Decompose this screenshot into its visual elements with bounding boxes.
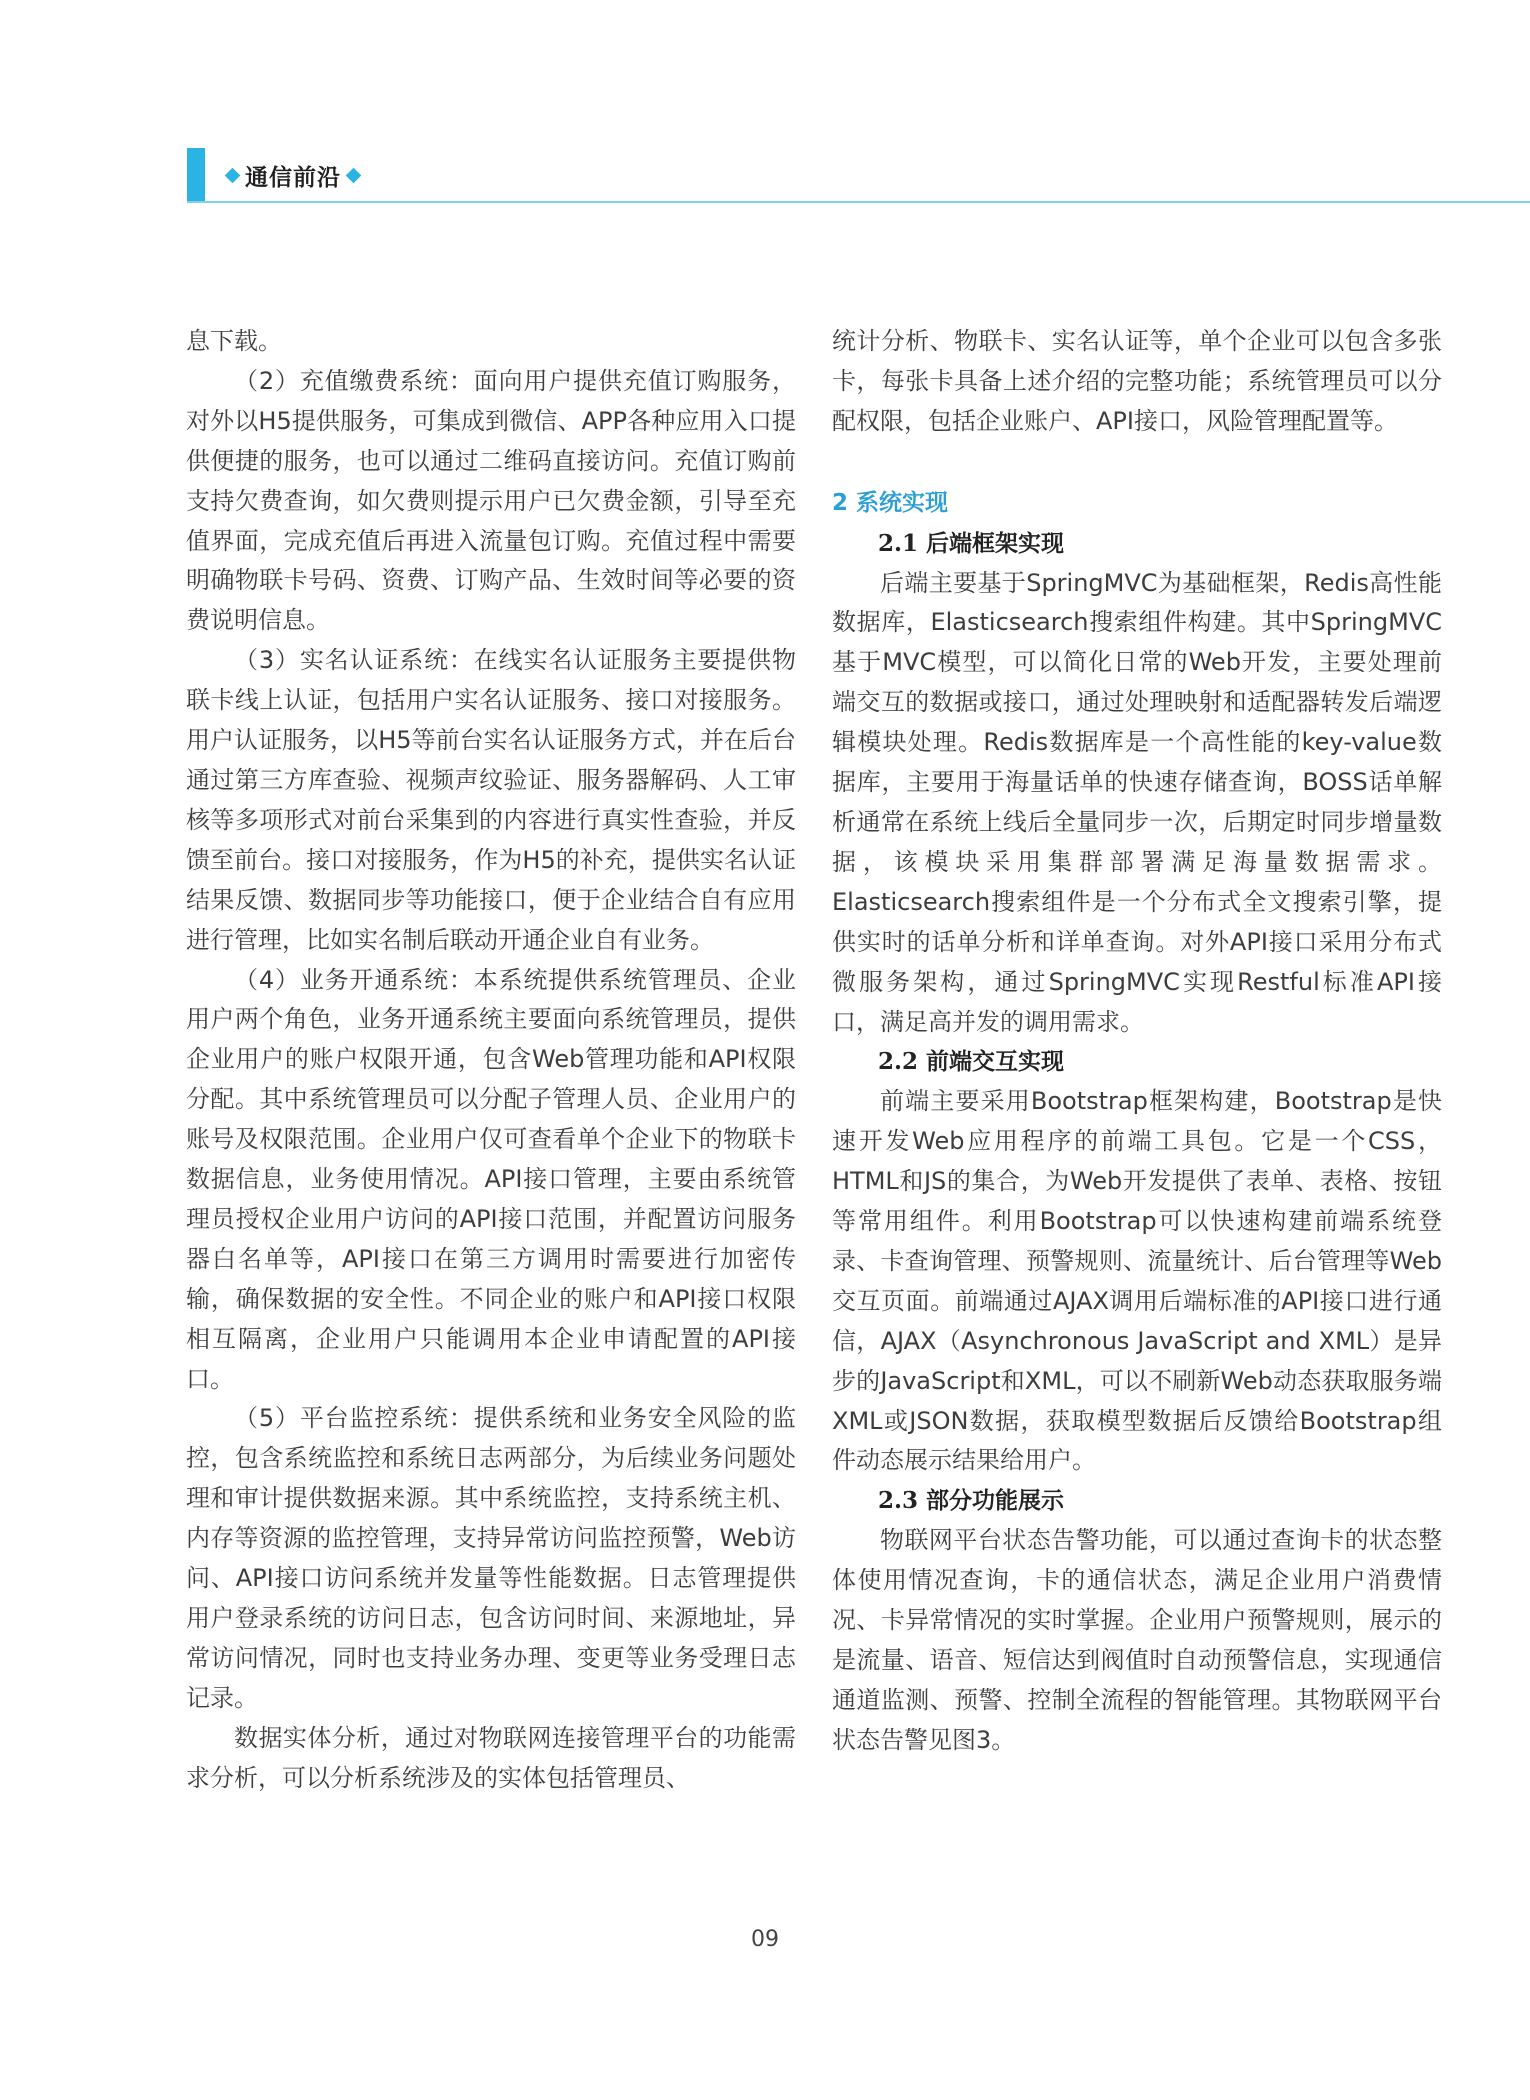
header-accent-bar bbox=[187, 148, 205, 202]
paragraph-realname-system: （3）实名认证系统：在线实名认证服务主要提供物联卡线上认证，包括用户实名认证服务、接口对接服务。用户认证服务，以H5等前台实名认证服务方式，并在后台通过第三方库查验、视频声纹验证、服务器解码、人工审核等多项形式对前台采集到的内容进行真实性查验，并反馈至前台。接口对接服务，作为H5的补充，提供实名认证结果反馈、数据同步等功能接口，便于企业结合自有应用进行管理，比如实名制后联动开通企业自有业务。 bbox=[186, 646, 796, 954]
paragraph-platform-monitoring: （5）平台监控系统：提供系统和业务安全风险的监控，包含系统监控和系统日志两部分，为后续业务问题处理和审计提供数据来源。其中系统监控，支持系统主机、内存等资源的监控管理，支持异常访问监控预警，Web访问、API接口访问系统并发量等性能数据。日志管理提供用户登录系统的访问日志，包含访问时间、来源地址，异常访问情况，同时也支持业务办理、变更等业务受理日志记录。 bbox=[186, 1404, 796, 1712]
page-number: 09 bbox=[751, 1927, 779, 1952]
diamond-left-icon bbox=[225, 167, 241, 183]
running-header bbox=[220, 157, 366, 193]
paragraph-recharge-system: （2）充值缴费系统：面向用户提供充值订购服务，对外以H5提供服务，可集成到微信、APP各种应用入口提供便捷的服务，也可以通过二维码直接访问。充值订购前支持欠费查询，如欠费则提示用户已欠费金额，引导至充值界面，完成充值后再进入流量包订购。充值过程中需要明确物联卡号码、资费、订购产品、生效时间等必要的资费说明信息。 bbox=[186, 366, 796, 635]
paragraph-feature-demo: 物联网平台状态告警功能，可以通过查询卡的状态整体使用情况查询，卡的通信状态，满足企业用户消费情况、卡异常情况的实时掌握。企业用户预警规则，展示的是流量、语音、短信达到阀值时自动预警信息，实现通信通道监测、预警、控制全流程的智能管理。其物联网平台状态告警见图3。 bbox=[832, 1526, 1442, 1754]
left-column bbox=[186, 322, 796, 1799]
right-column bbox=[832, 322, 1442, 1761]
paragraph-entity-continued: 统计分析、物联卡、实名认证等，单个企业可以包含多张卡，每张卡具备上述介绍的完整功能；系统管理员可以分配权限，包括企业账户、API接口，风险管理配置等。 bbox=[832, 327, 1442, 435]
subsection-heading-2-2: 2.2 前端交互实现 bbox=[878, 1048, 1065, 1076]
header-rule bbox=[187, 201, 1530, 203]
subsection-heading-2-1: 2.1 后端框架实现 bbox=[878, 529, 1065, 557]
paragraph-service-activation: （4）业务开通系统：本系统提供系统管理员、企业用户两个角色，业务开通系统主要面向系统管理员，提供企业用户的账户权限开通，包含Web管理功能和API权限分配。其中系统管理员可以分配子管理人员、企业用户的账号及权限范围。企业用户仅可查看单个企业下的物联卡数据信息，业务使用情况。API接口管理，主要由系统管理员授权企业用户访问的API接口范围，并配置访问服务器白名单等，API接口在第三方调用时需要进行加密传输，确保数据的安全性。不同企业的账户和API接口权限相互隔离，企业用户只能调用本企业申请配置的API接口。 bbox=[186, 965, 796, 1393]
paragraph-backend: 后端主要基于SpringMVC为基础框架，Redis高性能数据库，Elasticsearch搜索组件构建。其中SpringMVC基于MVC模型，可以简化日常的Web开发，主要处理前端交互的数据或接口，通过处理映射和适配器转发后端逻辑模块处理。Redis数据库是一个高性能的key-value数据库，主要用于海量话单的快速存储查询，BOSS话单解析通常在系统上线后全量同步一次，后期定时同步增量数据，该模块采用集群部署满足海量数据需求。Elasticsearch搜索组件是一个分布式全文搜索引擎，提供实时的话单分析和详单查询。对外API接口采用分布式微服务架构，通过SpringMVC实现Restful标准API接口，满足高并发的调用需求。 bbox=[832, 568, 1442, 1036]
header-title: 通信前沿 bbox=[245, 164, 341, 191]
section-heading-2: 2 系统实现 bbox=[832, 489, 949, 516]
paragraph-frontend: 前端主要采用Bootstrap框架构建，Bootstrap是快速开发Web应用程序的前端工具包。它是一个CSS，HTML和JS的集合，为Web开发提供了表单、表格、按钮等常用组件。利用Bootstrap可以快速构建前端系统登录、卡查询管理、预警规则、流量统计、后台管理等Web交互页面。前端通过AJAX调用后端标准的API接口进行通信，AJAX（Asynchronous JavaScript and XML）是异步的JavaScript和XML，可以不刷新Web动态获取服务端XML或JSON数据，获取模型数据后反馈给Bootstrap组件动态展示结果给用户。 bbox=[832, 1087, 1442, 1475]
subsection-heading-2-3: 2.3 部分功能展示 bbox=[878, 1487, 1065, 1515]
paragraph-continued: 息下载。 bbox=[186, 327, 282, 355]
diamond-right-icon bbox=[346, 167, 362, 183]
paragraph-entity-analysis: 数据实体分析，通过对物联网连接管理平台的功能需求分析，可以分析系统涉及的实体包括管理员、 bbox=[186, 1723, 796, 1792]
